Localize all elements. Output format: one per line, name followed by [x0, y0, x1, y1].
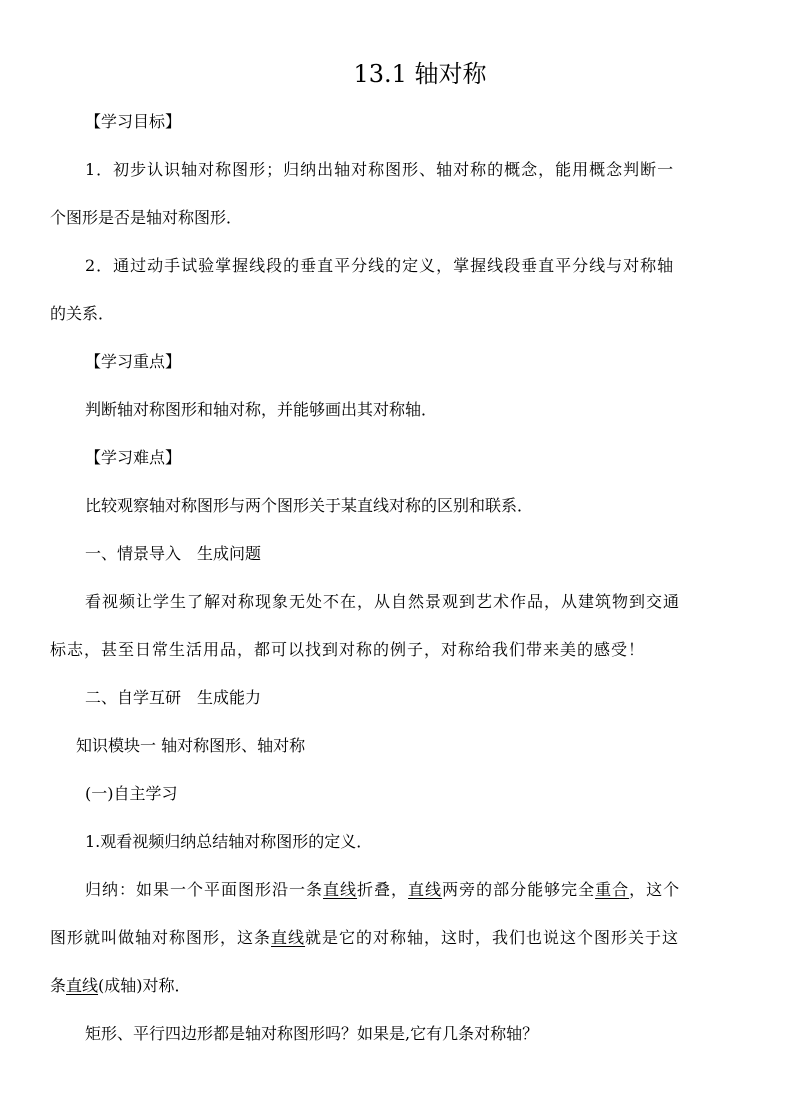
difficulties-text: 比较观察轴对称图形与两个图形关于某直线对称的区别和联系．	[85, 496, 534, 515]
summary-text: (成轴)对称．	[98, 976, 191, 995]
summary-text: 条	[50, 976, 67, 995]
summary-text: 折叠，	[357, 880, 409, 899]
objective-1-line-2: 个图形是否是轴对称图形．	[50, 208, 243, 227]
objective-1-line-1: 1．初步认识轴对称图形；归纳出轴对称图形、轴对称的概念，能用概念判断一	[85, 160, 675, 179]
module-1-heading: 知识模块一 轴对称图形、轴对称	[76, 736, 306, 755]
question-rectangle-parallelogram: 矩形、平行四边形都是轴对称图形吗？如果是,它有几条对称轴？	[85, 1024, 539, 1043]
blank-answer: 直线	[408, 880, 443, 899]
blank-answer: 直线	[271, 928, 306, 947]
section-2-heading: 二、自学互研 生成能力	[85, 688, 262, 707]
summary-text: 归纳：如果一个平面图形沿一条	[85, 880, 324, 899]
summary-line-2	[50, 926, 790, 950]
blank-answer: 直线	[66, 976, 99, 995]
section-1-line-2: 标志，甚至日常生活用品，都可以找到对称的例子，对称给我们带来美的感受！	[50, 640, 646, 659]
section-1-line-1: 看视频让学生了解对称现象无处不在，从自然景观到艺术作品，从建筑物到交通	[85, 592, 681, 611]
summary-text: 就是它的对称轴，这时，我们也说这个图形关于这	[305, 928, 680, 947]
key-points-heading: 【学习重点】	[85, 352, 182, 371]
difficulties-heading: 【学习难点】	[85, 448, 182, 467]
section-1-heading: 一、情景导入 生成问题	[85, 544, 262, 563]
key-points-text: 判断轴对称图形和轴对称，并能够画出其对称轴．	[85, 400, 438, 419]
summary-text: 两旁的部分能够完全	[442, 880, 596, 899]
self-study-heading: (一)自主学习	[85, 784, 178, 803]
objective-2-line-1: 2．通过动手试验掌握线段的垂直平分线的定义，掌握线段垂直平分线与对称轴	[85, 256, 675, 275]
question-1: 1.观看视频归纳总结轴对称图形的定义．	[85, 832, 373, 851]
page-title: 13.1 轴对称	[353, 60, 487, 88]
objectives-heading: 【学习目标】	[85, 112, 182, 131]
blank-answer: 直线	[323, 880, 358, 899]
summary-text: 图形就叫做轴对称图形，这条	[50, 928, 272, 947]
summary-text: ，这个	[629, 880, 681, 899]
objective-2-line-2: 的关系．	[50, 304, 115, 323]
summary-line-1	[85, 878, 790, 902]
summary-line-3	[50, 974, 790, 998]
blank-answer: 重合	[595, 880, 630, 899]
